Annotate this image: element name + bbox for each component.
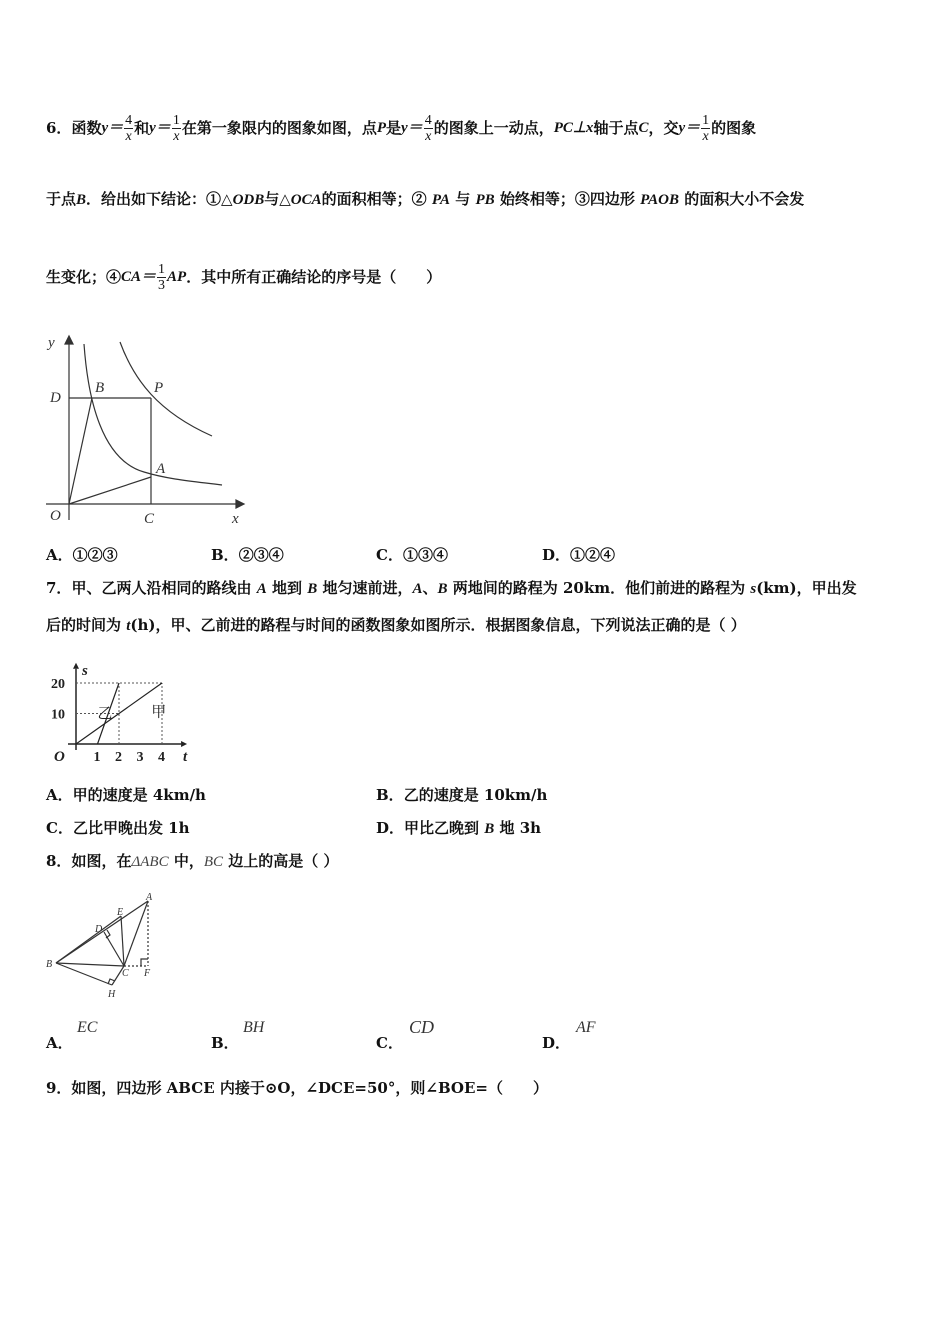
fraction-1-over-x: $\frac{1}{x}$ [702,112,710,144]
segment-b-e [56,916,121,963]
x-axis-label: t [183,749,188,765]
label-b: B [46,959,53,970]
label-x: x [232,511,239,527]
segment-o-b [69,398,92,504]
q8-option-a-math: EC [77,1019,98,1036]
q8-option-b-math: BH [243,1019,265,1036]
series-label-yi: 乙 [97,706,113,723]
q8-option-c[interactable]: C． [376,1034,403,1052]
label-d: D [95,924,103,935]
q6-option-c[interactable]: C．①③④ [376,546,448,564]
q6-line-3: 生变化；④ CA＝ $\frac{1}{3}$ AP ．其中所有正确结论的序号是（ ） [46,261,442,293]
q7-option-c[interactable]: C．乙比甲晚出发 1h [46,819,190,837]
label-y: y [48,335,55,351]
q8-option-b[interactable]: B． [211,1034,239,1052]
q8-option-d[interactable]: D． [542,1034,571,1052]
y-tick-label-20: 20 [51,677,65,692]
q7-option-d[interactable]: D．甲比乙晚到 B 地 3h [376,819,542,837]
right-angle-mark-f [141,959,148,966]
q8-option-c-math: CD [409,1017,435,1037]
x-tick-label-3: 3 [136,750,144,765]
q8-option-a[interactable]: A． [46,1034,73,1052]
label-f: F [144,968,151,979]
label-b: B [95,380,105,396]
label-d: D [50,390,61,406]
q6-line-2: 于点B．给出如下结论：①△ODB与△OCA的面积相等；② PA 与 PB 始终相等；③四边形 PAOB 的面积大小不会发 [46,190,805,208]
q8-line-1: 8．如图，在ΔABC 中，BC 边上的高是（ ） [46,852,339,870]
origin-label: O [54,749,65,765]
label-a: A [156,461,166,477]
fraction-4-over-x: $\frac{4}{x}$ [125,112,133,144]
q7-line-1: 7．甲、乙两人沿相同的路线由 A 地到 B 地匀速前进，A、B 两地间的路程为 20km．他们前进的路程为 s(km)，甲出发 [46,579,857,597]
q6-line-1: 6． 函数 y＝ $\frac{4}{x}$ 和 y＝ $\frac{1}{x}$ 在第一象限内的图象如图，点 P 是 y＝ $\frac{4}{x}$ 的图象上一动点， PC⊥x 轴于点 C ，交 y＝ $\frac{1}{x}$ 的图象 [46,112,757,144]
q7-line-2: 后的时间为 t(h)，甲、乙前进的路程与时间的函数图象如图所示．根据图象信息，下列说法正确的是（ ） [46,616,746,634]
label-c: C [122,968,129,979]
q7-option-a[interactable]: A．甲的速度是 4km/h [46,786,206,804]
y-axis-arrow [65,336,73,344]
x-tick-label-4: 4 [158,750,165,765]
fraction-4-over-x: $\frac{4}{x}$ [424,112,432,144]
x-axis-arrow [181,741,187,747]
segment-e-c [121,916,124,966]
series-label-jia: 甲 [151,704,167,721]
segment-b-c [56,963,124,966]
label-p: P [154,380,164,396]
x-tick-label-1: 1 [93,750,101,765]
label-h: H [108,989,116,1000]
label-e: E [117,907,124,918]
q7-option-b[interactable]: B．乙的速度是 10km/h [376,786,548,804]
label-a: A [146,892,153,903]
q6-option-b[interactable]: B．②③④ [211,546,284,564]
segment-b-h [56,963,112,985]
q7-chart [46,656,206,766]
curve-y-1-over-x [84,344,222,485]
y-axis-label: s [82,662,88,679]
y-tick-label-10: 10 [51,707,65,723]
q6-figure [40,330,250,530]
x-tick-label-2: 2 [115,750,122,765]
y-axis-arrow [73,663,79,669]
segment-a-c [124,901,148,966]
fraction-1-over-3: $\frac{1}{3}$ [158,261,166,293]
x-axis-arrow [236,500,244,508]
label-o: O [50,508,61,524]
q6-option-a[interactable]: A．①②③ [46,546,118,564]
q8-option-d-math: AF [576,1019,596,1036]
fraction-1-over-x: $\frac{1}{x}$ [172,112,180,144]
q6-option-d[interactable]: D．①②④ [542,546,616,564]
curve-y-4-over-x [120,342,212,436]
label-c: C [144,511,155,527]
q8-figure [40,886,170,1006]
segment-o-a [69,477,151,504]
q9-line-1: 9．如图，四边形 ABCE 内接于⊙O，∠DCE=50°，则∠BOE=（ ） [46,1079,548,1097]
